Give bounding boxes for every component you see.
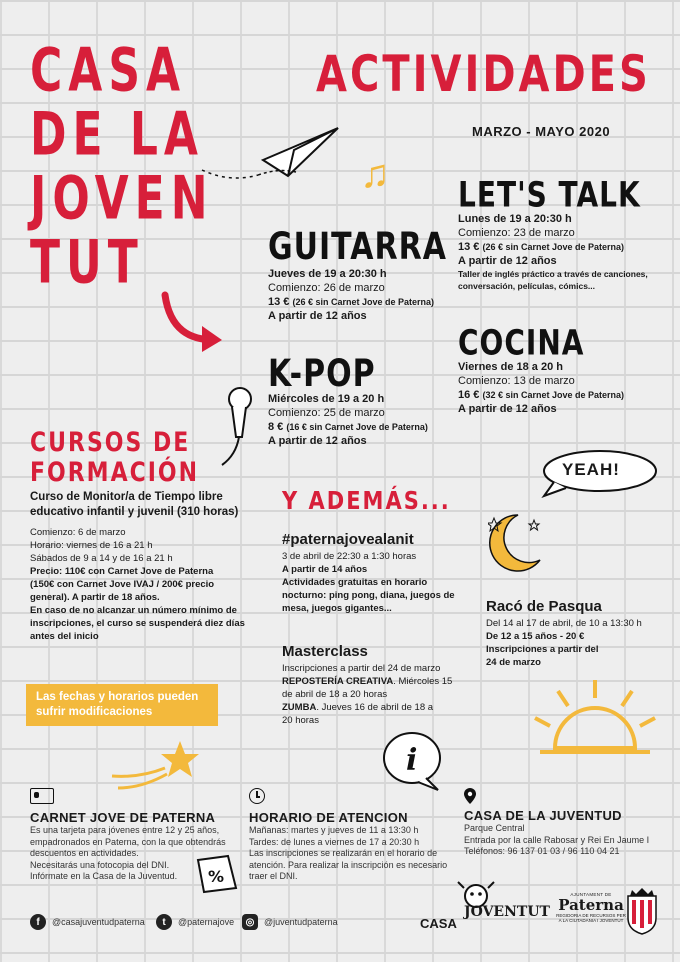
guitarra-block: [268, 225, 468, 323]
kpop-start: Comienzo: 25 de marzo: [268, 407, 385, 419]
coat-of-arms-icon: [622, 886, 662, 936]
facebook-link[interactable]: [30, 914, 145, 930]
guitarra-price-note: (26 € sin Carnet Jove de Paterna): [292, 297, 435, 307]
clock-icon: [249, 788, 265, 804]
guitarra-price: 13 €: [268, 296, 290, 308]
shooting-star-icon: [110, 736, 210, 796]
letstalk-schedule: Lunes de 19 a 20:30 h: [458, 213, 572, 225]
regidoria-label-1: REGIDORIA DE RECURSOS PER: [556, 913, 626, 918]
casa-info-title: CASA DE LA JUVENTUD: [464, 808, 622, 823]
masterclass-ins: Inscripciones a partir del 24 de marzo: [282, 663, 441, 674]
guitarra-schedule: Jueves de 19 a 20:30 h: [268, 268, 387, 280]
ajuntament-logo: [556, 892, 626, 923]
zumba-text-2: 20 horas: [282, 715, 319, 726]
casa-line-1: CASA: [30, 36, 187, 106]
cursos-course-1: Curso de Monitor/a de Tiempo libre: [30, 491, 223, 503]
cursos-block: [30, 428, 270, 643]
cursos-title-2: FORMACIÓN: [30, 458, 200, 488]
masterclass-title: Masterclass: [282, 643, 368, 660]
casa-title: [30, 36, 214, 298]
kpop-block: [268, 352, 468, 448]
horario-title: HORARIO DE ATENCION: [249, 810, 408, 825]
ademas-title: Y ADEMÁS...: [282, 486, 451, 515]
facebook-handle: @casajuventudpaterna: [52, 917, 145, 927]
letstalk-desc-2: conversación, películas, cómics...: [458, 281, 596, 291]
music-notes-icon: ♫: [360, 152, 390, 196]
casa-info-text-1: Parque Central: [464, 823, 525, 833]
horario-text-3: Las inscripciones se realizarán en el horario de: [249, 848, 438, 858]
cocina-price-note: (32 € sin Carnet Jove de Paterna): [482, 390, 625, 400]
letstalk-block: [458, 174, 668, 292]
horario-text-5: traer el DNI.: [249, 871, 298, 881]
twitter-handle: @paternajove: [178, 917, 235, 927]
cursos-line-3: Sábados de 9 a 14 y de 16 a 21 h: [30, 553, 173, 564]
night-title: #paternajovealanit: [282, 531, 414, 548]
cursos-line-4: Precio: 110€ con Carnet Jove de Paterna: [30, 566, 214, 577]
casa-info-text-3: Teléfonos: 96 137 01 03 / 96 110 04 21: [464, 846, 620, 856]
letstalk-age: A partir de 12 años: [458, 255, 557, 267]
cursos-line-7: En caso de no alcanzar un número mínimo de: [30, 605, 237, 616]
location-pin-icon: [464, 788, 476, 804]
facebook-icon: f: [30, 914, 46, 930]
pasqua-ins-2: 24 de marzo: [486, 657, 541, 668]
svg-text:%: %: [208, 867, 225, 886]
kpop-age: A partir de 12 años: [268, 435, 367, 447]
cocina-start: Comienzo: 13 de marzo: [458, 375, 575, 387]
cursos-course-2: educativo infantil y juvenil (310 horas): [30, 506, 239, 518]
twitter-link[interactable]: [156, 914, 234, 930]
pasqua-age: De 12 a 15 años - 20 €: [486, 631, 585, 642]
letstalk-price: 13 €: [458, 241, 480, 253]
zumba-label: ZUMBA: [282, 702, 317, 713]
instagram-handle: @juventudpaterna: [264, 917, 338, 927]
pasqua-block: [486, 597, 671, 669]
paper-plane-icon: [258, 120, 348, 180]
night-desc-3: mesa, juegos gigantes...: [282, 603, 392, 614]
cocina-title: COCINA: [458, 322, 585, 364]
dash-trail-icon: [200, 165, 260, 185]
pasqua-ins-1: Inscripciones a partir del: [486, 644, 599, 655]
reposteria-text: . Miércoles 15: [393, 676, 453, 687]
carnet-text-4: Necesitarás una fotocopia del DNI.: [30, 859, 170, 870]
carnet-text-3: descuentos en actividades.: [30, 848, 139, 858]
casa-joventut-logo: [420, 878, 550, 938]
ajuntament-label: AJUNTAMENT DE: [570, 892, 612, 897]
letstalk-price-note: (26 € sin Carnet Jove de Paterna): [482, 242, 625, 252]
info-bubble-icon: [378, 730, 444, 792]
cursos-line-5: (150€ con Carnet Jove IVAJ / 200€ precio: [30, 579, 215, 590]
id-card-icon: [30, 788, 54, 804]
kpop-price: 8 €: [268, 421, 284, 433]
carnet-text-5: Infórmate en la Casa de la Juventud.: [30, 871, 178, 881]
reposteria-label: REPOSTERÍA CREATIVA: [282, 676, 394, 687]
casa-info-block: [464, 788, 674, 858]
cursos-line-1: Comienzo: 6 de marzo: [30, 527, 126, 538]
letstalk-title: LET'S TALK: [458, 174, 641, 216]
cocina-price: 16 €: [458, 389, 480, 401]
svg-text:i: i: [406, 743, 418, 778]
night-date: 3 de abril de 22:30 a 1:30 horas: [282, 551, 417, 562]
cocina-age: A partir de 12 años: [458, 403, 557, 415]
night-desc-1: Actividades gratuitas en horario: [282, 577, 428, 588]
cursos-title-1: CURSOS DE: [30, 428, 191, 458]
percent-tag-icon: [192, 852, 240, 896]
night-block: [282, 530, 492, 615]
horario-text-4: atención. Para realizar la inscripción es necesario: [249, 859, 448, 870]
night-age: A partir de 14 años: [282, 564, 368, 575]
notice-banner: Las fechas y horarios pueden sufrir modificaciones: [26, 684, 218, 726]
pasqua-title: Racó de Pasqua: [486, 598, 602, 615]
casa-line-3: JOVEN: [30, 164, 214, 234]
red-arrow-icon: [160, 290, 230, 360]
sun-icon: [530, 676, 660, 756]
masterclass-block: [282, 642, 482, 727]
kpop-schedule: Miércoles de 19 a 20 h: [268, 393, 385, 405]
instagram-link[interactable]: [242, 914, 338, 930]
cursos-line-9: antes del inicio: [30, 631, 99, 642]
reposteria-text-2: de abril de 18 a 20 horas: [282, 689, 388, 700]
regidoria-label-2: A LA CIUTADANIA I JOVENTUT: [558, 918, 624, 923]
cursos-line-8: inscripciones, el curso se suspenderá diez días: [30, 618, 245, 629]
logo-joventut-text: JOVENTUT: [464, 904, 550, 920]
twitter-icon: t: [156, 914, 172, 930]
horario-text-1: Mañanas: martes y jueves de 11 a 13:30 h: [249, 825, 419, 835]
logo-casa-text: CASA: [420, 916, 457, 931]
horario-block: [249, 788, 459, 883]
carnet-text-1: Es una tarjeta para jóvenes entre 12 y 25 años,: [30, 825, 220, 835]
casa-line-4: TUT: [30, 228, 144, 298]
carnet-text-2: empadronados en Paterna, con la que obtendrás: [30, 836, 226, 847]
cocina-block: [458, 322, 668, 416]
letstalk-desc-1: Taller de inglés práctico a través de canciones,: [458, 269, 648, 279]
cursos-line-6: general). A partir de 18 años.: [30, 592, 160, 603]
cursos-line-2: Horario: viernes de 16 a 21 h: [30, 540, 153, 551]
paterna-label: Paterna: [558, 896, 624, 914]
guitarra-title: GUITARRA: [268, 225, 447, 269]
zumba-text: . Jueves 16 de abril de 18 a: [316, 702, 434, 713]
carnet-title: CARNET JOVE DE PATERNA: [30, 810, 216, 825]
instagram-icon: ◎: [242, 914, 258, 930]
actividades-title: ACTIVIDADES: [316, 46, 651, 104]
period-label: MARZO - MAYO 2020: [472, 124, 611, 139]
horario-text-2: Tardes: de lunes a viernes de 17 a 20:30 h: [249, 836, 420, 847]
guitarra-start: Comienzo: 26 de marzo: [268, 282, 385, 294]
yeah-label: YEAH!: [562, 460, 620, 479]
cocina-schedule: Viernes de 18 a 20 h: [458, 361, 563, 373]
casa-info-text-2: Entrada por la calle Rabosar y Rei En Jaume I: [464, 834, 650, 845]
night-desc-2: nocturno: ping pong, diana, juegos de: [282, 590, 455, 601]
casa-line-2: DE LA: [30, 100, 204, 170]
guitarra-age: A partir de 12 años: [268, 310, 367, 322]
kpop-title: K-POP: [268, 352, 376, 396]
kpop-price-note: (16 € sin Carnet Jove de Paterna): [286, 422, 428, 432]
letstalk-start: Comienzo: 23 de marzo: [458, 227, 575, 239]
moon-icon: [488, 510, 548, 575]
pasqua-date: Del 14 al 17 de abril, de 10 a 13:30 h: [486, 618, 642, 629]
